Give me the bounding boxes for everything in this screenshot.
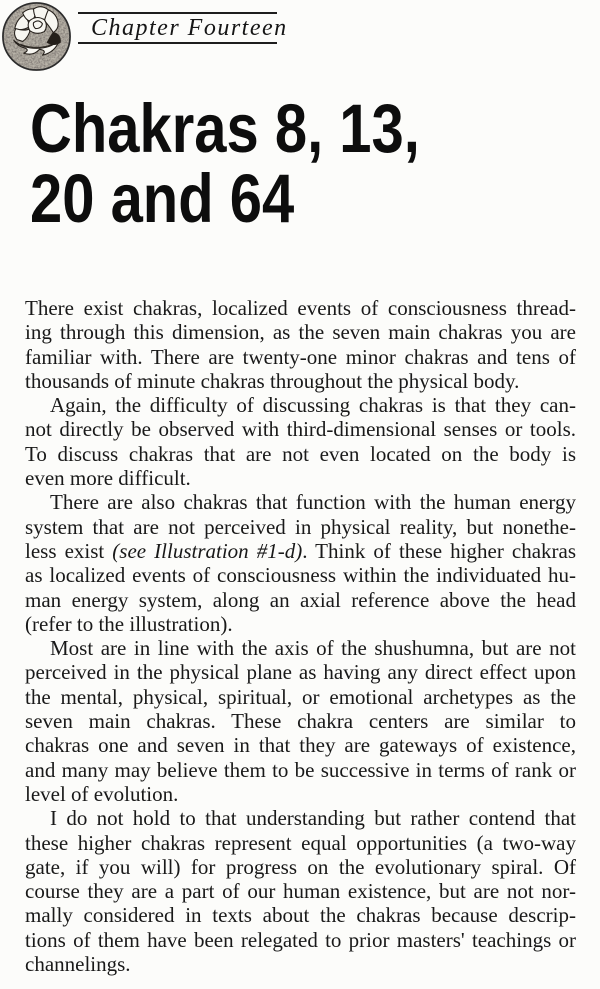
text-line: system that are not perceived in physical reality, but nonethe- [25,514,576,539]
text-line: not directly be observed with third-dimensional senses or tools. [25,417,576,442]
text-line: course they are a part of our human existence, but are not nor- [25,879,576,904]
text-line [25,539,576,563]
text-line: even more difficult. [25,466,191,491]
text-line: the mental, physical, spiritual, or emotional archetypes as the [25,684,576,709]
lotus-medallion-icon [1,1,72,72]
paragraph [25,296,576,393]
text-line: and many may believe them to be successive in terms of rank or [25,757,576,782]
paragraph [25,393,576,490]
text-line: familiar with. There are twenty-one minor chakras and tens of [25,344,576,369]
text-line: perceived in the physical plane as having any direct effect upon [25,660,576,685]
text-segment: less exist [25,538,113,563]
chapter-label: Chapter Fourteen [91,15,288,41]
text-line: (refer to the illustration). [25,611,233,636]
text-line: There exist chakras, localized events of consciousness thread- [25,296,576,320]
page-title-line-1: Chakras 8, 13, [30,90,420,167]
text-line: chakras one and seven in that they are gateways of existence, [25,733,576,758]
text-line: channelings. [25,952,131,977]
text-line: I do not hold to that understanding but rather contend that [50,806,576,831]
paragraph [25,636,576,806]
text-line: thousands of minute chakras throughout the physical body. [25,368,520,393]
text-line: To discuss chakras that are not even located on the body is [25,441,576,466]
text-line: as localized events of consciousness within the individuated hu- [25,563,576,588]
paragraph [25,490,576,636]
text-line: these higher chakras represent equal opportunities (a two-way [25,830,576,855]
text-line: There are also chakras that function with the human energy [50,490,576,515]
page-title [30,90,420,237]
text-line: level of evolution. [25,781,179,806]
text-line: man energy system, along an axial reference above the head [25,587,576,612]
text-line: tions of them have been relegated to prior masters' teachings or [25,927,576,952]
page-title-line-2: 20 and 64 [30,160,295,237]
text-line: ing through this dimension, as the seven main chakras you are [25,320,576,345]
text-line: Most are in line with the axis of the shushumna, but are not [50,636,576,661]
chapter-banner [78,12,288,44]
paragraph [25,806,576,976]
text-line: Again, the difficulty of discussing chakras is that they can- [50,393,576,418]
italic-citation: (see Illustration #1-d) [112,538,303,563]
text-line: seven main chakras. These chakra centers are similar to [25,709,576,734]
text-line: gate, if you will) for progress on the evolutionary spiral. Of [25,854,576,879]
text-line: mally considered in texts about the chakras because descrip- [25,903,576,928]
body-text [25,296,576,976]
text-segment: . Think of these higher chakras [302,538,576,563]
